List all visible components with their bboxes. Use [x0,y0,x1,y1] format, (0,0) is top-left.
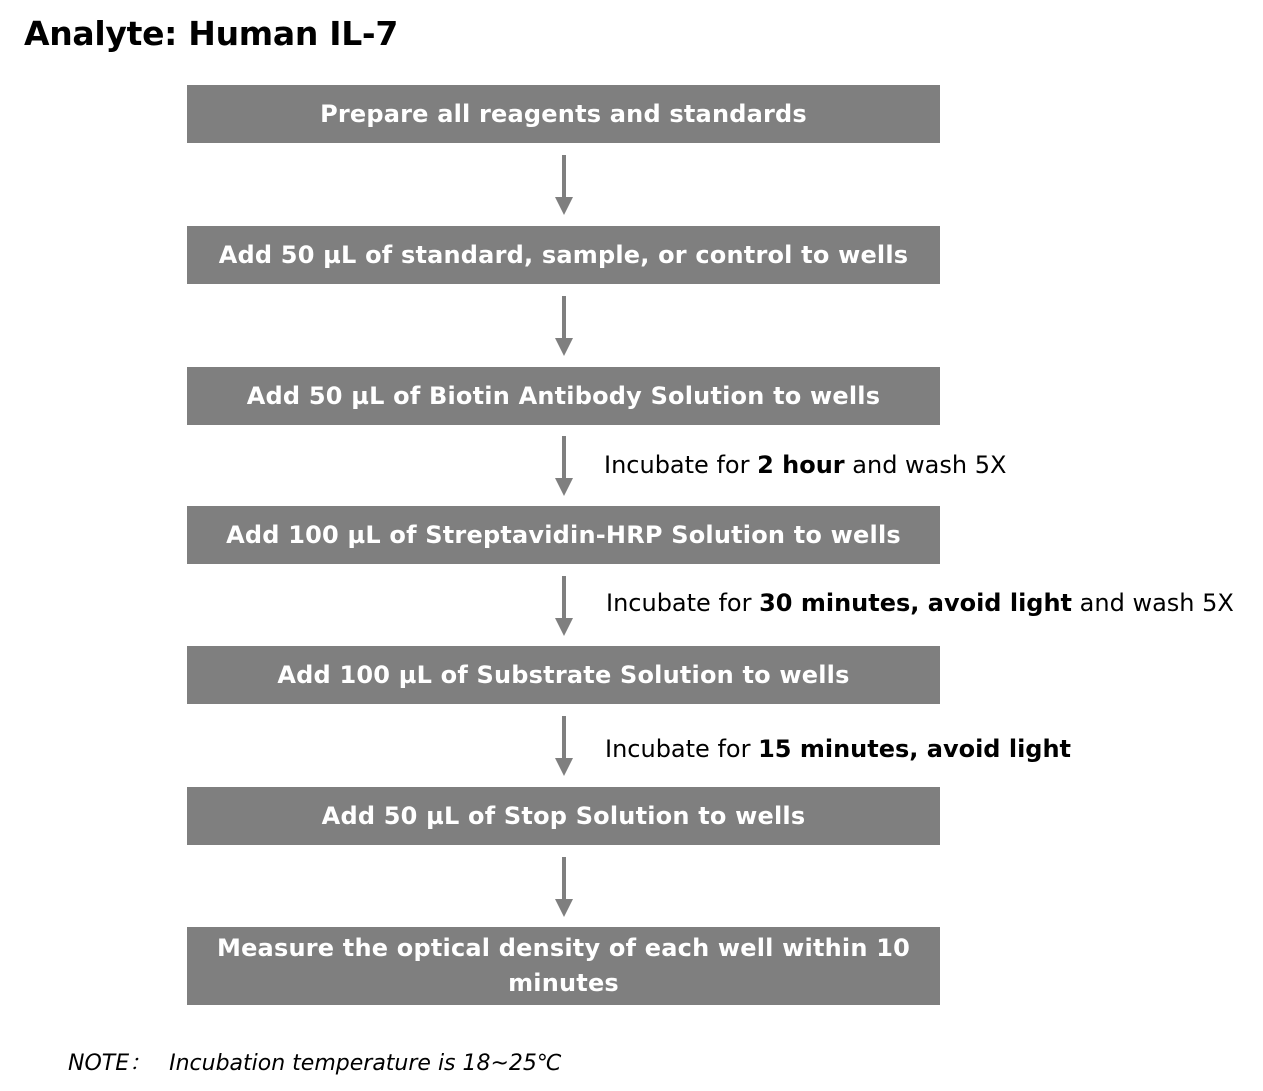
step-add-biotin-antibody: Add 50 µL of Biotin Antibody Solution to wells [187,367,940,425]
note-emphasis: 2 hour [757,451,845,479]
arrow-down-icon [554,155,574,215]
footer-note-text: Incubation temperature is 18~25℃ [169,1051,562,1076]
note-emphasis: 30 minutes, avoid light [759,589,1073,617]
incubation-note [605,735,1071,763]
note-prefix: Incubate for [606,589,760,617]
footer-note-label: NOTE： [68,1051,152,1076]
note-prefix: Incubate for [605,735,759,763]
arrow-down-icon [554,576,574,636]
footer-note [68,1046,562,1077]
step-add-stop-solution: Add 50 µL of Stop Solution to wells [187,787,940,845]
step-measure-optical-density: Measure the optical density of each well within 10 minutes [187,927,940,1005]
arrow-down-icon [554,716,574,776]
arrow-down-icon [554,296,574,356]
incubation-note [606,589,1234,617]
note-emphasis: 15 minutes, avoid light [758,735,1072,763]
step-add-streptavidin-hrp: Add 100 µL of Streptavidin-HRP Solution to wells [187,506,940,564]
note-suffix: and wash 5X [844,451,1007,479]
note-prefix: Incubate for [604,451,758,479]
incubation-note [604,451,1006,479]
arrow-down-icon [554,436,574,496]
step-add-standard-sample: Add 50 µL of standard, sample, or control to wells [187,226,940,284]
arrow-down-icon [554,857,574,917]
note-suffix: and wash 5X [1072,589,1234,617]
page-title: Analyte: Human IL-7 [24,14,398,53]
step-prepare-reagents: Prepare all reagents and standards [187,85,940,143]
step-add-substrate: Add 100 µL of Substrate Solution to wells [187,646,940,704]
